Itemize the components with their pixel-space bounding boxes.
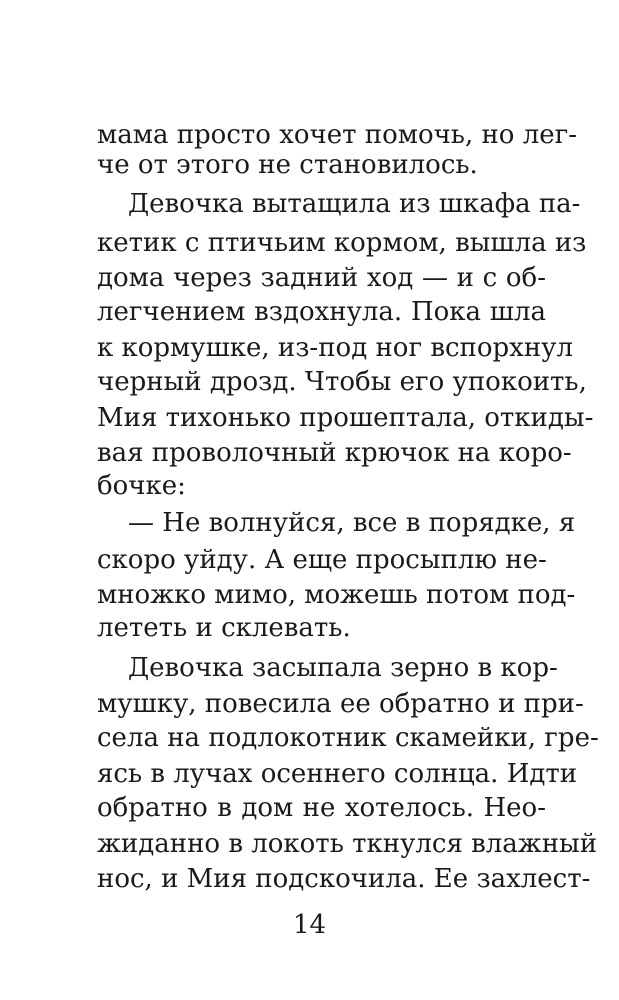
text-line: бочке:: [97, 471, 186, 501]
text-line: мама просто хочет помочь, но лег-: [97, 120, 578, 150]
page-number: 14: [292, 910, 327, 940]
text-line: черный дрозд. Чтобы его упокоить,: [97, 367, 587, 397]
text-line: множко мимо, можешь потом под-: [97, 580, 576, 610]
text-line: жиданно в локоть ткнулся влажный: [97, 829, 598, 859]
text-line: — Не волнуйся, все в порядке, я: [128, 508, 576, 538]
text-line: кетик с птичьим кормом, вышла из: [97, 228, 587, 258]
text-line: обратно в дом не хотелось. Нео-: [97, 793, 546, 823]
text-line: нос, и Мия подскочила. Ее захлест-: [97, 864, 591, 894]
text-line: мушку, повесила ее обратно и при-: [97, 689, 584, 719]
text-line: дома через задний ход — и с об-: [97, 263, 546, 293]
text-line: лететь и склевать.: [97, 613, 351, 643]
text-line: легчением вздохнула. Пока шла: [97, 297, 546, 327]
text-line: вая проволочный крючок на коро-: [97, 438, 572, 468]
text-line: Мия тихонько прошептала, откиды-: [97, 403, 594, 433]
text-line: к кормушке, из-под ног вспорхнул: [97, 333, 573, 363]
text-line: Девочка вытащила из шкафа па-: [128, 189, 581, 219]
text-line: че от этого не становилось.: [97, 150, 478, 180]
text-line: села на подлокотник скамейки, гре-: [97, 723, 599, 753]
text-line: Девочка засыпала зерно в кор-: [128, 653, 558, 683]
text-line: скоро уйду. А еще просыплю не-: [97, 545, 547, 575]
text-line: ясь в лучах осеннего солнца. Идти: [97, 759, 578, 789]
